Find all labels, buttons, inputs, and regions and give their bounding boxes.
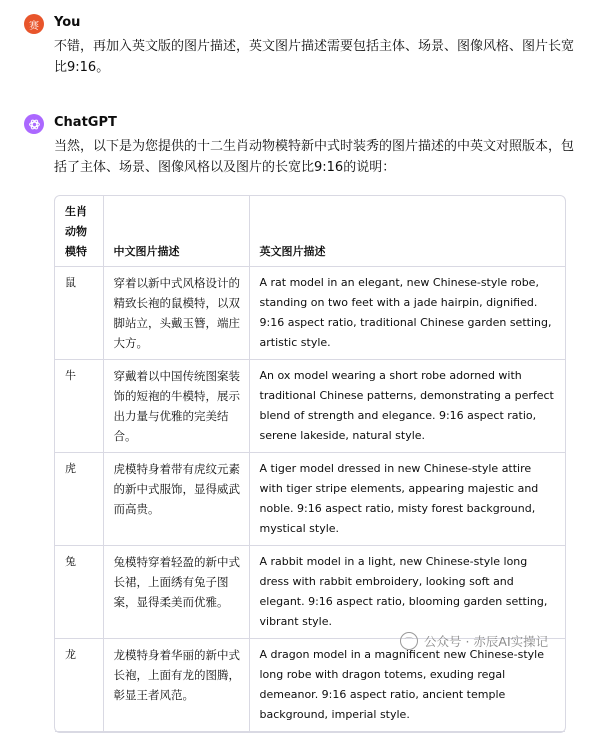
cell-animal: 兔 bbox=[55, 546, 103, 639]
user-author-name: You bbox=[54, 15, 81, 30]
header-en-description: 英文图片描述 bbox=[249, 196, 565, 267]
cell-zh: 虎模特身着带有虎纹元素的新中式服饰，显得威武而高贵。 bbox=[103, 453, 249, 546]
watermark-text: 公众号 · 赤辰AI实操记 bbox=[424, 634, 549, 649]
chatgpt-logo-icon bbox=[24, 114, 44, 134]
assistant-author-name: ChatGPT bbox=[54, 115, 117, 130]
cell-en: A tiger model dressed in new Chinese-style attire with tiger stripe elements, appearing majestic and noble. 9:16 aspect ratio, misty forest background, mystical style. bbox=[249, 453, 565, 546]
cell-en: A rat model in an elegant, new Chinese-style robe, standing on two feet with a jade hairpin, dignified. 9:16 aspect ratio, traditional Chinese garden setting, artistic style. bbox=[249, 267, 565, 360]
header-zh-description: 中文图片描述 bbox=[103, 196, 249, 267]
table-row bbox=[55, 453, 565, 546]
cell-zh: 龙模特身着华丽的新中式长袍，上面有龙的图腾，彰显王者风范。 bbox=[103, 639, 249, 732]
cell-animal: 虎 bbox=[55, 453, 103, 546]
watermark bbox=[400, 628, 548, 654]
user-avatar bbox=[24, 14, 44, 34]
cell-en: An ox model wearing a short robe adorned with traditional Chinese patterns, demonstrating a perfect blend of strength and elegance. 9:16 aspect ratio, serene lakeside, natural style. bbox=[249, 360, 565, 453]
cell-animal: 鼠 bbox=[55, 267, 103, 360]
cell-animal: 牛 bbox=[55, 360, 103, 453]
wechat-account-icon: ⌒ bbox=[400, 632, 418, 650]
table-row bbox=[55, 360, 565, 453]
cell-en: A rabbit model in a light, new Chinese-style long dress with rabbit embroidery, looking soft and elegant. 9:16 aspect ratio, blooming garden setting, vibrant style. bbox=[249, 546, 565, 639]
table-row bbox=[55, 546, 565, 639]
cell-animal: 龙 bbox=[55, 639, 103, 732]
openai-icon bbox=[28, 118, 41, 131]
cell-zh: 穿着以新中式风格设计的精致长袍的鼠模特，以双脚站立，头戴玉簪，端庄大方。 bbox=[103, 267, 249, 360]
assistant-message-text: 当然，以下是为您提供的十二生肖动物模特新中式时装秀的图片描述的中英文对照版本，包括了主体、场景、图像风格以及图片的长宽比9:16的说明： bbox=[54, 139, 575, 175]
table-row bbox=[55, 267, 565, 360]
cell-zh: 穿戴着以中国传统图案装饰的短袍的牛模特，展示出力量与优雅的完美结合。 bbox=[103, 360, 249, 453]
cell-en: A dragon model in a magnificent new Chinese-style long robe with dragon totems, exuding regal demeanor. 9:16 aspect ratio, ancient temple background, imperial style. bbox=[249, 639, 565, 732]
header-animal: 生肖动物模特 bbox=[55, 196, 103, 267]
user-message-text: 不错，再加入英文版的图片描述，英文图片描述需要包括主体、场景、图像风格、图片长宽比9:16。 bbox=[54, 39, 575, 75]
cell-zh: 兔模特穿着轻盈的新中式长裙，上面绣有兔子图案，显得柔美而优雅。 bbox=[103, 546, 249, 639]
table-header-row bbox=[55, 196, 565, 267]
user-avatar-text: 赛 bbox=[29, 20, 39, 32]
